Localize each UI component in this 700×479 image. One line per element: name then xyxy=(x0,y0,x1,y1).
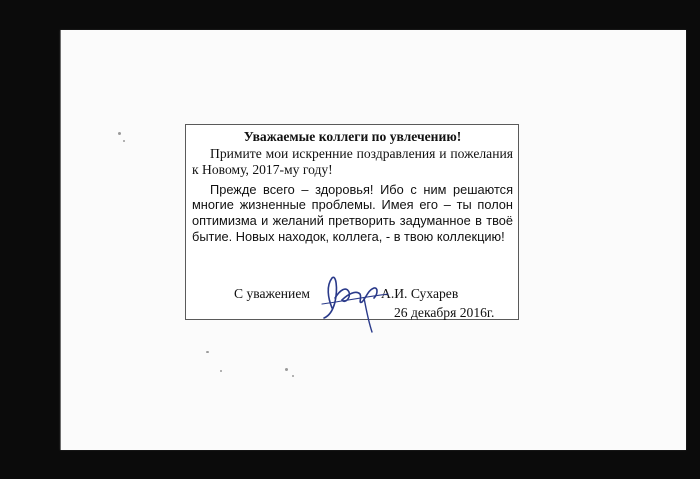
note-paragraph-health: Прежде всего – здоровья! Ибо с ним решаются многие жизненные проблемы. Имея его – ты полон оптимизма и желаний претворить задуманное в твоё бытие. Новых находок, коллега, - в твою коллекцию! xyxy=(192,181,513,244)
ink-speck xyxy=(285,368,288,371)
author-name: А.И. Сухарев xyxy=(381,286,459,301)
regards-text: С уважением xyxy=(234,286,310,301)
ink-speck xyxy=(206,351,209,353)
handwritten-signature xyxy=(318,268,396,338)
note-paragraph-wishes: Примите мои искренние поздравления и пожелания к Новому, 2017-му году! xyxy=(192,146,513,178)
ink-speck xyxy=(292,375,294,377)
ink-speck xyxy=(220,370,222,372)
note-title: Уважаемые коллеги по увлечению! xyxy=(243,129,462,144)
ink-speck xyxy=(118,132,121,135)
scan-edge-mark xyxy=(60,30,61,450)
ink-speck xyxy=(123,140,125,142)
note-date: 26 декабря 2016г. xyxy=(394,305,495,320)
